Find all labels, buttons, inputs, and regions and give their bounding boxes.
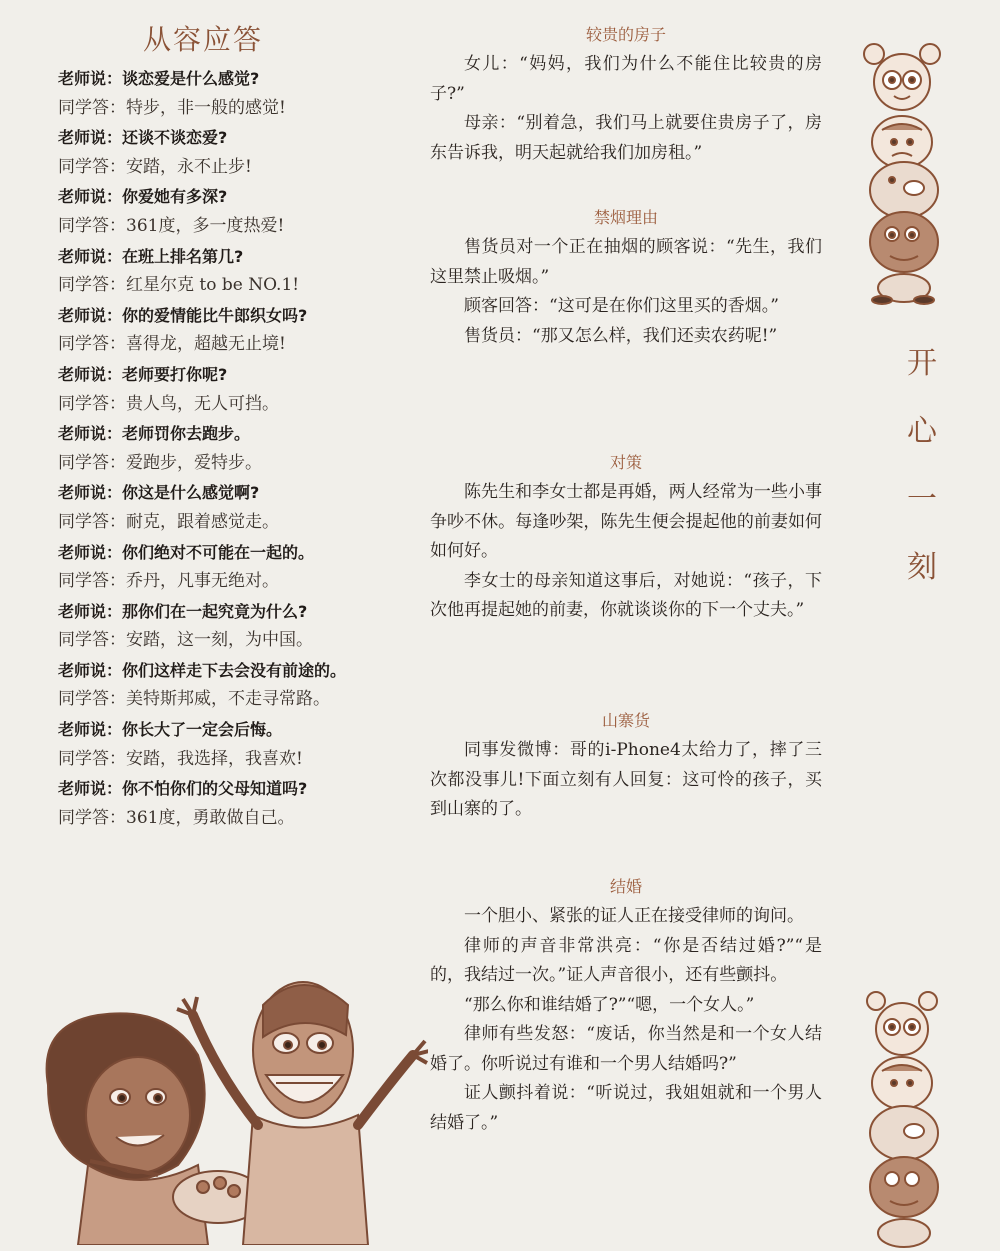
teacher-line: 老师说：你长大了一定会后悔。	[58, 720, 283, 740]
joke-title: 山寨货	[601, 711, 650, 730]
joke-marriage	[430, 874, 822, 1138]
mascot-stack-icon	[852, 985, 952, 1251]
joke-expensive-house	[430, 22, 822, 168]
teacher-line: 老师说：你爱她有多深?	[58, 187, 228, 207]
title-char: 刻	[907, 550, 937, 585]
qa-section	[58, 18, 418, 833]
teacher-line: 老师说：你们这样走下去会没有前途的。	[58, 660, 347, 680]
student-line: 同学答：爱跑步，爱特步。	[58, 452, 262, 473]
teacher-line: 老师说：你不怕你们的父母知道吗?	[58, 779, 308, 799]
mascot-stack-icon	[852, 30, 952, 305]
joke-paragraph: 一个胆小、紧张的证人正在接受律师的询问。	[464, 906, 804, 926]
joke-title: 对策	[609, 453, 642, 472]
teacher-line: 老师说：老师罚你去跑步。	[58, 424, 251, 444]
teacher-line: 老师说：在班上排名第几?	[58, 246, 244, 266]
section-title: 从容应答	[142, 23, 263, 56]
student-line: 同学答：361度，勇敢做自己。	[58, 807, 295, 828]
joke-paragraph: 证人颤抖着说：“听说过，我姐姐就和一个男人结婚了。”	[430, 1083, 822, 1133]
joke-paragraph: 母亲：“别着急，我们马上就要住贵房子了，房东告诉我，明天起就给我们加房租。”	[430, 113, 822, 163]
joke-no-smoking	[430, 205, 822, 351]
joke-paragraph: 女儿：“妈妈，我们为什么不能住比较贵的房子?”	[430, 54, 822, 104]
joke-title: 结婚	[609, 877, 642, 896]
joke-paragraph: 律师的声音非常洪亮：“你是否结过婚?”“是的，我结过一次。”证人声音很小，还有些颤抖。	[430, 935, 822, 985]
joke-paragraph: 陈先生和李女士都是再婚，两人经常为一些小事争吵不休。每逢吵架，陈先生便会提起他的前妻如何如何好。	[430, 482, 822, 561]
joke-paragraph: 律师有些发怒：“废话，你当然是和一个女人结婚了。你听说过有谁和一个男人结婚吗?”	[430, 1024, 822, 1074]
joke-paragraph: 售货员：“那又怎么样，我们还卖农药呢!”	[464, 325, 778, 346]
qa-list	[58, 64, 418, 833]
teacher-line: 老师说：你这是什么感觉啊?	[58, 483, 260, 503]
student-line: 同学答：耐克，跟着感觉走。	[58, 511, 279, 532]
joke-paragraph: 同事发微博：哥的i-Phone4太给力了，摔了三次都没事儿!下面立刻有人回复：这可怜的孩子，买到山寨的了。	[430, 740, 822, 819]
title-char: 开	[907, 346, 937, 381]
joke-paragraph: 顾客回答：“这可是在你们这里买的香烟。”	[464, 296, 779, 316]
kids-cartoon-illustration	[28, 965, 428, 1245]
teacher-line: 老师说：你的爱情能比牛郎织女吗?	[58, 305, 308, 325]
teacher-line: 老师说：谈恋爱是什么感觉?	[58, 69, 260, 88]
joke-paragraph: 售货员对一个正在抽烟的顾客说：“先生，我们这里禁止吸烟。”	[430, 237, 822, 287]
title-char: 一	[907, 482, 937, 517]
teacher-line: 老师说：那你们在一起究竟为什么?	[58, 601, 308, 621]
student-line: 同学答：美特斯邦威，不走寻常路。	[58, 689, 330, 710]
student-line: 同学答：安踏，永不止步!	[58, 156, 252, 177]
title-char: 心	[907, 414, 937, 449]
student-line: 同学答：贵人鸟，无人可挡。	[58, 393, 279, 414]
student-line: 同学答：361度，多一度热爱!	[58, 215, 285, 236]
teacher-line: 老师说：老师要打你呢?	[58, 364, 228, 384]
student-line: 同学答：喜得龙，超越无止境!	[58, 334, 286, 355]
student-line: 同学答：安踏，这一刻，为中国。	[58, 630, 313, 651]
student-line: 同学答：乔丹，凡事无绝对。	[58, 571, 279, 592]
joke-title: 较贵的房子	[585, 25, 666, 44]
student-line: 同学答：安踏，我选择，我喜欢!	[58, 748, 303, 769]
teacher-line: 老师说：你们绝对不可能在一起的。	[58, 542, 315, 562]
joke-knockoff	[430, 708, 822, 825]
joke-paragraph: 李女士的母亲知道这事后，对她说：“孩子，下次他再提起她的前妻，你就谈谈你的下一个丈夫。”	[430, 570, 822, 620]
student-line: 同学答：红星尔克 to be NO.1!	[58, 275, 300, 296]
joke-title: 禁烟理由	[593, 208, 658, 227]
student-line: 同学答：特步，非一般的感觉!	[58, 97, 286, 118]
joke-paragraph: “那么你和谁结婚了?”“嗯，一个女人。”	[464, 994, 755, 1015]
teacher-line: 老师说：还谈不谈恋爱?	[58, 128, 228, 148]
joke-countermeasure	[430, 450, 822, 626]
vertical-column-title	[900, 330, 944, 602]
